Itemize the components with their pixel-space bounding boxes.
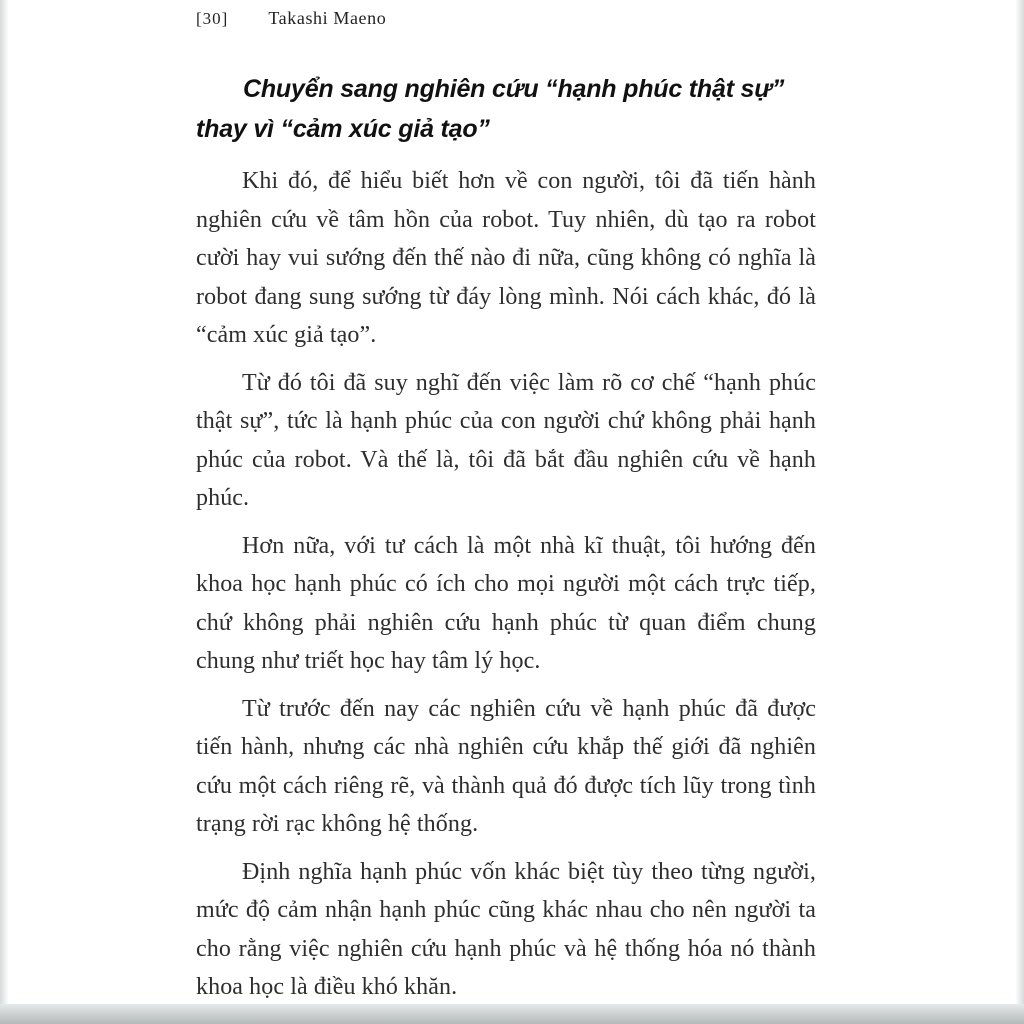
section-heading: Chuyển sang nghiên cứu “hạnh phúc thật sự” thay vì “cảm xúc giả tạo” — [196, 75, 785, 143]
paragraph: Từ trước đến nay các nghiên cứu về hạnh phúc đã được tiến hành, nhưng các nhà nghiên cứu khắp thế giới đã nghiên cứu một cách riêng rẽ, và thành quả đó được tích lũy trong tình trạng rời rạc không hệ thống. — [196, 695, 816, 837]
paragraph: Khi đó, để hiểu biết hơn về con người, tôi đã tiến hành nghiên cứu về tâm hồn của robot. Tuy nhiên, dù tạo ra robot cười hay vui sướng đến thế nào đi nữa, cũng không có nghĩa là robot đang sung sướng từ đáy lòng mình. Nói cách khác, đó là “cảm xúc giả tạo”. — [196, 168, 816, 348]
page-content — [196, 0, 816, 1016]
page-number: [30] — [196, 9, 229, 28]
paragraph: Từ đó tôi đã suy nghĩ đến việc làm rõ cơ chế “hạnh phúc thật sự”, tức là hạnh phúc của con người chứ không phải hạnh phúc của robot. Và thế là, tôi đã bắt đầu nghiên cứu về hạnh phúc. — [196, 369, 816, 511]
paragraph: Định nghĩa hạnh phúc vốn khác biệt tùy theo từng người, mức độ cảm nhận hạnh phúc cũng khác nhau cho nên người ta cho rằng việc nghiên cứu hạnh phúc và hệ thống hóa nó thành khoa học là điều khó khăn. — [196, 858, 816, 1000]
scan-edge-left — [0, 0, 8, 1024]
page-header — [196, 0, 816, 29]
body-paragraphs — [196, 162, 816, 1007]
scan-edge-right — [1016, 0, 1024, 1024]
author-name: Takashi Maeno — [268, 8, 387, 28]
paragraph: Hơn nữa, với tư cách là một nhà kĩ thuật, tôi hướng đến khoa học hạnh phúc có ích cho mọi người một cách trực tiếp, chứ không phải nghiên cứu hạnh phúc từ quan điểm chung chung như triết học hay tâm lý học. — [196, 532, 816, 674]
